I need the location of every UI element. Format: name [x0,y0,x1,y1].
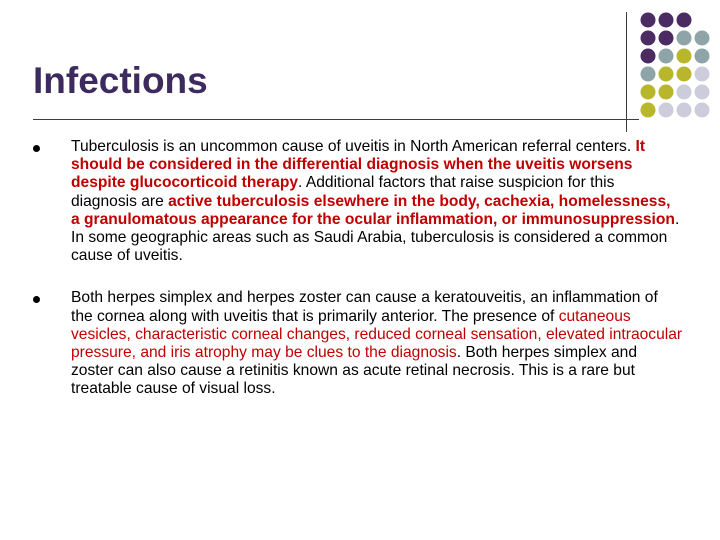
title-divider [33,119,639,120]
decorative-dot [641,49,656,64]
decorative-dot [641,85,656,100]
decorative-dot [677,103,692,118]
decorative-dot [677,67,692,82]
text-segment: Both herpes simplex and herpes zoster can cause a keratouveitis, an inflammation of the cornea along with uveitis that is primarily anterior. The presence of [71,289,658,325]
decorative-dot [677,85,692,100]
decorative-dot [641,103,656,118]
decorative-dot [695,49,710,64]
decorative-dot [641,67,656,82]
decorative-dot [695,103,710,118]
bullet-herpes [33,289,683,398]
decorative-dot [659,49,674,64]
dot-grid-icon [640,12,720,132]
text-segment: . Both herpes simplex and zoster can also cause a retinitis known as acute retinal necrosis. This is a rare but treatable cause of visual loss. [71,344,638,398]
decorative-dot [659,31,674,46]
decorative-dot [677,31,692,46]
bullet-marker [33,145,40,152]
decorative-dot [695,67,710,82]
decorative-dot [659,85,674,100]
decorative-dot [659,103,674,118]
decorative-dot [695,31,710,46]
corner-divider [626,12,627,132]
bullet-text [71,289,683,398]
bullet-marker [33,296,40,303]
bullet-list [33,138,683,423]
text-segment: . In some geographic areas such as Saudi Arabia, tuberculosis is considered a common cause of uveitis. [71,210,680,265]
decorative-dot [641,13,656,28]
slide-title: Infections [33,60,208,101]
decorative-dot [659,13,674,28]
highlighted-segment: cutaneous vesicles, characteristic corneal changes, reduced corneal sensation, elevated intraocular pressure, and iris atrophy may be clues to the diagnosis [71,307,683,362]
highlighted-segment: It should be considered in the differential diagnosis when the uveitis worsens despite glucocorticoid therapy [71,138,646,192]
decorative-dot [677,49,692,64]
bullet-tuberculosis [33,138,683,265]
decorative-dot [695,85,710,100]
decorative-dot [677,13,692,28]
text-segment: Tuberculosis is an uncommon cause of uveitis in North American referral centers. [71,138,636,155]
highlighted-segment: active tuberculosis elsewhere in the body, cachexia, homelessness, a granulomatous appearance for the ocular inflammation, or immunosuppression [71,192,675,228]
text-segment: . Additional factors that raise suspicion for this diagnosis are [71,174,615,210]
decorative-dot [659,67,674,82]
bullet-text [71,138,683,265]
decorative-dot [641,31,656,46]
